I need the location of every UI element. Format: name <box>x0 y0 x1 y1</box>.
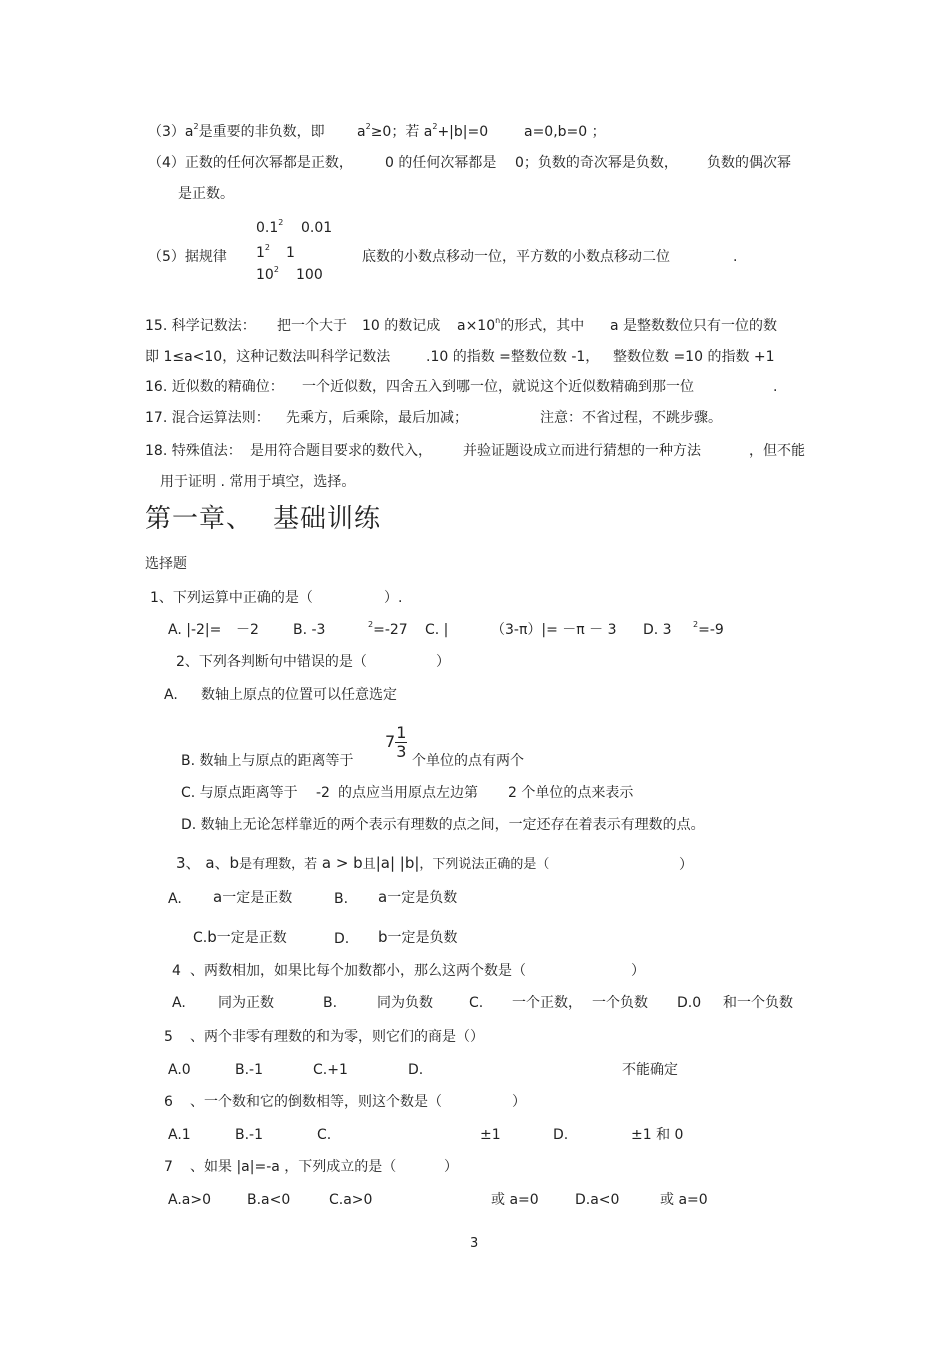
s16-b: 一个近似数，四舍五入到哪一位，就说这个近似数精确到那一位 <box>302 379 694 395</box>
var-b: b <box>207 928 217 946</box>
q4-option-b-text: 同为负数 <box>377 995 433 1011</box>
s18-title: 18. 特殊值法： <box>145 443 242 459</box>
exponent: 2 <box>432 122 438 131</box>
q6-stem: 、一个数和它的倒数相等，则这个数是（ <box>190 1094 442 1110</box>
rule-4-e: 是正数。 <box>178 186 234 202</box>
q6-number: 6 <box>164 1094 173 1110</box>
q3-option-b-text <box>378 888 457 907</box>
s15-i: .10 的指数 =整数位数 -1， <box>426 349 600 365</box>
s15-j: 整数位数 =10 的指数 +1 <box>613 349 775 365</box>
exponent: n <box>495 316 501 325</box>
mixed-number <box>385 720 407 764</box>
q2-option-b-after: 个单位的点有两个 <box>412 753 524 769</box>
q2-option-c: C. 与原点距离等于 <box>181 785 298 801</box>
option-text: 一定是正数 <box>216 930 287 946</box>
q4-option-c-text-2: 一个负数 <box>592 995 648 1011</box>
q3-number: 3、 <box>176 854 201 872</box>
separator: 、 <box>214 854 230 872</box>
q7-option-d-text: 或 a=0 <box>660 1192 708 1208</box>
q1-b-result: =-27 <box>373 622 408 638</box>
pattern-base: 0.1 <box>256 220 279 236</box>
rule-5-end: . <box>733 249 738 265</box>
q4-option-d-text: 和一个负数 <box>723 995 793 1011</box>
q2-option-c-text: 的点应当用原点左边第 <box>338 785 478 801</box>
s18-e: 用于证明 . 常用于填空，选择。 <box>160 474 356 490</box>
q5-number: 5 <box>164 1029 173 1045</box>
q2-option-b: B. 数轴上与原点的距离等于 <box>181 753 354 769</box>
exponent: 2 <box>278 218 284 227</box>
option-text: 一定是负数 <box>387 930 458 946</box>
q1-option-a: A. |-2|= <box>168 622 222 638</box>
s15-c: 10 的数记成 <box>362 318 441 334</box>
q3-abs: |a| |b| <box>375 854 420 872</box>
denominator: 3 <box>396 742 407 761</box>
q1-option-b-value <box>368 621 408 639</box>
q1-d-result: =-9 <box>698 622 724 638</box>
q3-condition: a > b <box>321 854 363 872</box>
rule-4-c: 0；负数的奇次幂是负数， <box>515 155 678 171</box>
exponent: 2 <box>368 620 374 629</box>
q4-option-a-text: 同为正数 <box>218 995 274 1011</box>
q4-option-b: B. <box>323 995 338 1011</box>
q7-stem-end: ） <box>444 1159 458 1175</box>
pattern-row-3-value: 100 <box>296 267 323 283</box>
q2-stem: 2、下列各判断句中错误的是（ <box>176 654 367 670</box>
s17-title: 17. 混合运算法则： <box>145 410 270 426</box>
exponent: 2 <box>693 620 699 629</box>
q3-text-2: 且 <box>362 857 376 872</box>
q3-text-3: ，下列说法正确的是（ <box>419 857 550 872</box>
q6-option-b: B.-1 <box>235 1127 264 1143</box>
q1-stem-end: ）. <box>384 590 403 606</box>
q4-option-c-text: 一个正数， <box>512 995 582 1011</box>
q3-stem <box>176 854 549 874</box>
rule-5-text: 底数的小数点移动一位，平方数的小数点移动二位 <box>362 249 670 265</box>
numerator: 1 <box>396 723 407 742</box>
q6-option-c: C. <box>317 1127 332 1143</box>
q7-option-c-text: 或 a=0 <box>491 1192 539 1208</box>
q7-option-b: B.a<0 <box>247 1192 291 1208</box>
rule-5-label: （5）据规律 <box>148 249 227 265</box>
q3-text-1: 是有理数，若 <box>239 857 318 872</box>
s15-f: 的形式，其中 <box>500 318 585 334</box>
chapter-title-b: 基础训练 <box>273 504 382 534</box>
rule-3-prefix: （3）a <box>148 124 194 140</box>
rule-3 <box>148 123 325 141</box>
fraction <box>395 724 407 761</box>
q3-option-d-text <box>378 928 458 947</box>
pattern-row-1-value: 0.01 <box>301 220 333 236</box>
q3-option-c <box>193 928 287 947</box>
q3-option-a <box>168 890 182 908</box>
q3-stem-end: ） <box>679 857 693 873</box>
choice-section-title: 选择题 <box>145 556 187 572</box>
option-letter: A. <box>168 891 182 907</box>
exponent: 2 <box>273 265 279 274</box>
rule-3-sum: +|b|=0 <box>437 124 489 140</box>
exponent: 2 <box>264 243 271 252</box>
rule-3-text: 是重要的非负数，即 <box>198 124 325 140</box>
pattern-base: 1 <box>256 245 265 261</box>
s15-h: 即 1≤a<10，这种记数法叫科学记数法 <box>145 349 391 365</box>
q2-option-d: D. 数轴上无论怎样靠近的两个表示有理数的点之间，一定还存在着表示有理数的点。 <box>181 817 705 833</box>
q3-option-d: D. <box>334 931 350 947</box>
q2-option-c-end: 2 个单位的点来表示 <box>508 785 634 801</box>
q7-number: 7 <box>164 1159 173 1175</box>
q5-option-c: C.+1 <box>313 1062 348 1078</box>
option-letter: C. <box>193 930 208 946</box>
pattern-row-3 <box>256 266 279 284</box>
var-b: b <box>378 928 388 946</box>
s16-title: 16. 近似数的精确位： <box>145 379 284 395</box>
q4-stem: 、两数相加，如果比每个加数都小，那么这两个数是（ <box>190 963 526 979</box>
q1-option-c: C. | <box>425 622 449 638</box>
s17-c: 注意：不省过程，不跳步骤。 <box>540 410 722 426</box>
s18-d: ，但不能 <box>749 443 805 459</box>
rule-3-result: a=0,b=0 ； <box>524 124 606 140</box>
var-b: b <box>229 854 240 872</box>
q2-stem-end: ） <box>436 654 450 670</box>
s15-g: a 是整数数位只有一位的数 <box>610 318 778 334</box>
q3-option-b: B. <box>334 891 349 907</box>
rule-3-cond: ≥0；若 a <box>370 124 433 140</box>
q5-option-d: D. <box>408 1062 424 1078</box>
pattern-base: 10 <box>256 267 274 283</box>
var-a: a <box>213 888 223 906</box>
q2-option-c-value: -2 <box>316 785 330 801</box>
page-number: 3 <box>470 1236 479 1251</box>
pattern-row-2 <box>256 244 270 262</box>
q1-option-d-value <box>693 621 724 639</box>
q1-option-d: D. 3 <box>643 622 672 638</box>
q4-stem-end: ） <box>631 963 645 979</box>
q1-option-c-value: （3-π）|= －π － 3 <box>491 622 617 638</box>
option-text: 一定是正数 <box>222 890 293 906</box>
s15-d <box>457 317 584 335</box>
q5-option-a: A.0 <box>168 1062 191 1078</box>
rule-4-b: 0 的任何次幂都是 <box>385 155 497 171</box>
rule-4-d: 负数的偶次幂 <box>707 155 791 171</box>
q6-option-c-value: ±1 <box>480 1127 501 1143</box>
rule-3-formula <box>357 123 488 141</box>
q5-option-d-text: 不能确定 <box>622 1062 678 1078</box>
q6-option-a: A.1 <box>168 1127 191 1143</box>
q4-option-a: A. <box>172 995 186 1011</box>
q4-option-d: D.0 <box>677 995 702 1011</box>
q2-option-a-text: 数轴上原点的位置可以任意选定 <box>201 687 397 703</box>
q7-option-d: D.a<0 <box>575 1192 620 1208</box>
q1-option-a-value: －2 <box>236 622 259 638</box>
s15-b: 把一个大于 <box>277 318 347 334</box>
exponent: 2 <box>193 122 199 131</box>
pattern-row-2-value: 1 <box>286 245 295 261</box>
var-a: a <box>205 854 215 872</box>
exponent: 2 <box>365 122 371 131</box>
q7-stem: 、如果 |a|=-a ，下列成立的是（ <box>190 1159 397 1175</box>
rule-4-a: （4）正数的任何次幂都是正数， <box>148 155 353 171</box>
mixed-whole: 7 <box>385 732 396 751</box>
var-a: a <box>357 124 366 140</box>
chapter-title-a: 第一章、 <box>145 504 254 534</box>
s18-c: 并验证题设成立而进行猜想的一种方法 <box>463 443 701 459</box>
q1-option-b: B. -3 <box>293 622 326 638</box>
s15-title: 15. 科学记数法： <box>145 318 256 334</box>
q5-stem: 、两个非零有理数的和为零，则它们的商是（） <box>190 1029 484 1045</box>
sci-notation: a×10 <box>457 318 496 334</box>
option-text: 一定是负数 <box>387 890 458 906</box>
q2-option-a: A. <box>164 687 178 703</box>
q7-option-a: A.a>0 <box>168 1192 211 1208</box>
q6-stem-end: ） <box>512 1094 526 1110</box>
s16-c: . <box>773 379 778 395</box>
q6-option-d-value: ±1 和 0 <box>631 1127 684 1143</box>
q6-option-d: D. <box>553 1127 569 1143</box>
q5-option-b: B.-1 <box>235 1062 264 1078</box>
q4-number: 4 <box>172 963 181 979</box>
q7-option-c: C.a>0 <box>329 1192 373 1208</box>
q1-stem: 1、下列运算中正确的是（ <box>150 590 313 606</box>
var-a: a <box>378 888 388 906</box>
q3-option-a-text <box>213 888 292 907</box>
s18-b: 是用符合题目要求的数代入， <box>250 443 432 459</box>
q4-option-c: C. <box>469 995 484 1011</box>
s17-b: 先乘方，后乘除，最后加减； <box>286 410 468 426</box>
pattern-row-1 <box>256 219 283 237</box>
